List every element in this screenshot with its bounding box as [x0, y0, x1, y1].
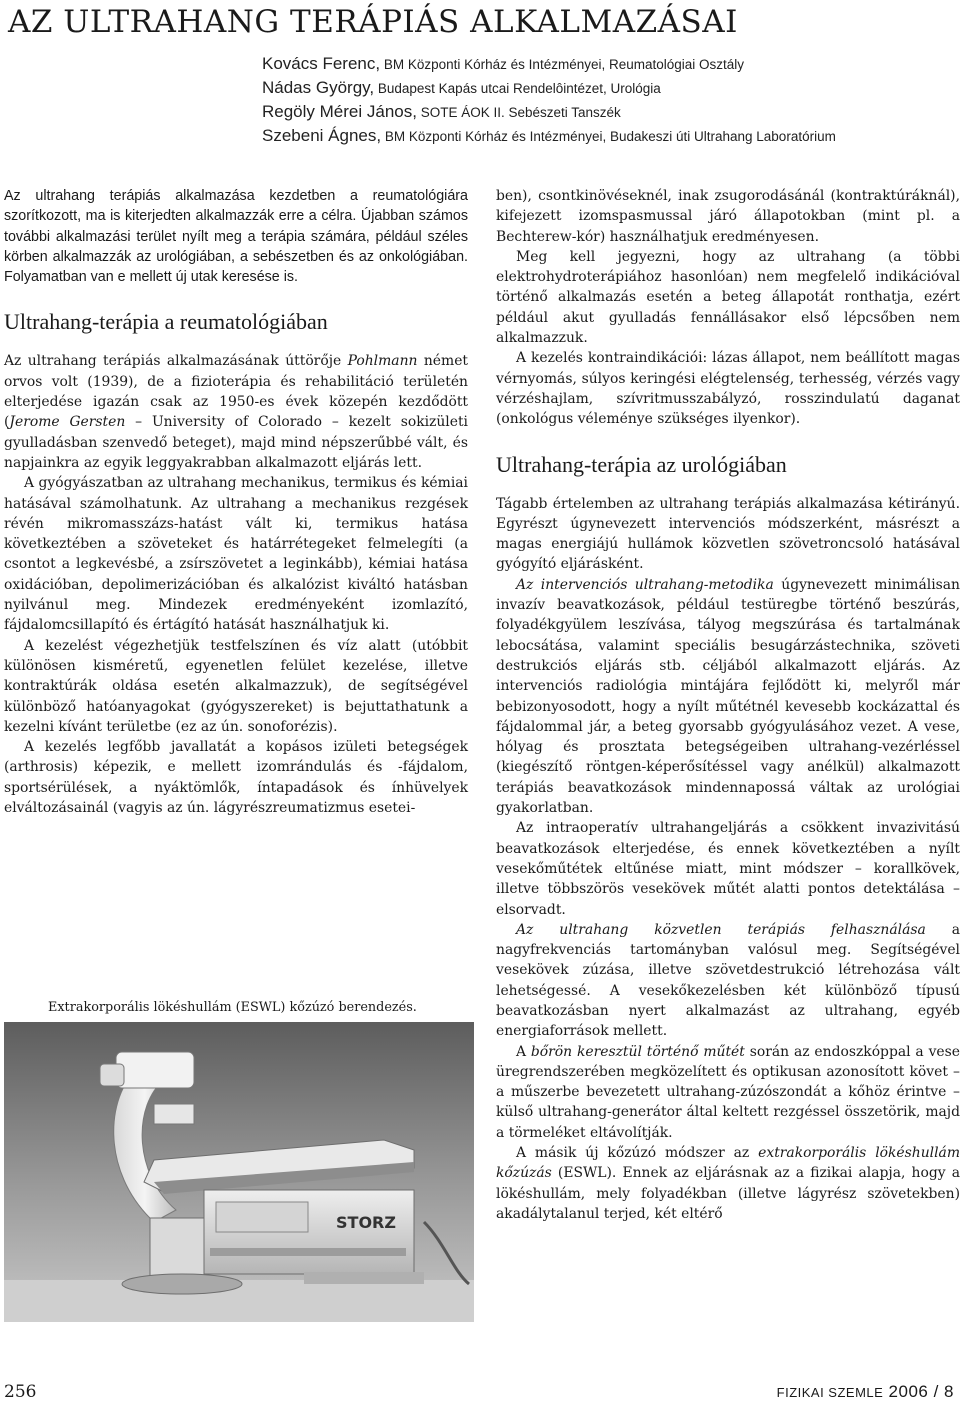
text-run: Az ultrahang terápiás alkalmazásának úttörője: [4, 353, 348, 370]
text-run: A: [516, 1043, 531, 1060]
author-line: [262, 52, 952, 76]
journal-footer: [777, 1382, 954, 1402]
author-name: Nádas György,: [262, 78, 375, 97]
author-affiliation: SOTE ÁOK II. Sebészeti Tanszék: [416, 105, 621, 120]
body-paragraph: Tágabb értelemben az ultrahang terápiás alkalmazása kétirányú. Egyrészt úgynevezett intervenciós módszerként, másrészt a magas energiájú hullámok közvetlen szövetroncsoló hatásával gyógyító eljárásként.: [496, 495, 960, 573]
body-paragraph: [496, 920, 960, 1042]
section-heading-rheumatology: Ultrahang-terápia a reumatológiában: [4, 309, 328, 335]
author-affiliation: Budapest Kapás utcai Rendelôintézet, Urológia: [374, 81, 661, 96]
text-run: során az endoszkóppal a vese üregrendszerében megközelített és optikusan azonosított követ – a műszerbe bevezetett ultrahang-zúzószondát a kőhöz érintve – külső ultrahang-generátor által keltett rezgéssel összetörik, majd a törmeléket eltávolítják.: [496, 1043, 960, 1141]
text-run: (ESWL). Ennek az eljárásnak az a fizikai alapja, hogy a lökéshullám, mely folyadékban (illetve lágyrész szövetekben) akadálytalanul terjed, két eltérő: [496, 1165, 960, 1222]
article-title: AZ ULTRAHANG TERÁPIÁS ALKALMAZÁSAI: [8, 4, 738, 40]
author-line: [262, 100, 952, 124]
text-run: német orvos volt (1939), de a fizioterápia és rehabilitáció területén elterjedése igazán csak az 1950-es évek közepén kezdődött (: [4, 353, 468, 431]
author-line: [262, 76, 952, 100]
body-paragraph: [496, 575, 960, 819]
body-paragraph: [4, 351, 468, 473]
author-line: [262, 124, 952, 148]
body-paragraph: Meg kell jegyezni, hogy az ultrahang (a többi elektrohydroterápiához hasonlóan) nem megfelelő indikációval történő alkalmazás esetén a beteg állapotát ronthatja, ezért például akut gyulladás fennállásakor első lépcsőben nem alkalmazzuk.: [496, 248, 960, 347]
eswl-device-photo: [4, 1022, 474, 1322]
italic-term: Az intervenciós ultrahang-metodika: [516, 576, 774, 593]
text-run: a nagyfrekvenciás tartományban valósul meg. Segítségével vesekövek zúzása, illetve szövetdestrukció létrehozása vált lehetségessé. A vesekőkezelésben két különböző típusú beavatkozásban nyert alkalmazást az ultrahang, egyéb energiaforrások mellett.: [496, 921, 960, 1040]
text-run: – University of Colorado – kezelt sokizületi gyulladásban szenvedő beteget), majd mind népszerűbbé vált, és napjainkra az egyik leggyakrabban alkalmazott eljárás lett.: [4, 414, 468, 471]
body-paragraph: ben), csontkinövéseknél, inak zsugorodásánál (kontraktúráknál), kifejezett izomspasmussal járó állapotokban (mint pl. a Bechterew-kór) használhatjuk eredményesen.: [496, 188, 960, 245]
author-affiliation: BM Központi Kórház és Intézményei, Budakeszi úti Ultrahang Laboratórium: [381, 129, 836, 144]
device-brand-label: STORZ: [336, 1213, 396, 1232]
italic-term: Pohlmann: [347, 353, 418, 370]
italic-term: extrakorporális lökéshullám kőzúzás: [496, 1145, 960, 1182]
figure-caption: Extrakorporális lökéshullám (ESWL) kőzúzó berendezés.: [48, 1000, 417, 1015]
body-paragraph: A kezelés legfőbb javallatát a kopásos izületi betegségek (arthrosis) képezik, e mellett izomrándulás és -fájdalom, sportsérülések, a nyáktömlők, íntapadások és ínhüvelyek elváltozásainál (vagyis az ún. lágyrészreumatizmus esetei-: [4, 739, 468, 817]
abstract-paragraph: Az ultrahang terápiás alkalmazása kezdetben a reumatológiára szorítkozott, ma is kiterjedten alkalmazzák erre a célra. Újabban számos további alkalmazási terület nyílt meg a terápia számára, például széles körben alkalmazzák az urológiában, a sebészetben és az onkológiában. Folyamatban van e mellett új utak keresése is.: [4, 188, 468, 286]
text-run: úgynevezett minimálisan invazív beavatkozások, például testüregbe történő beszúrás, folyadékgyülem leszívása, tályog megszúrása és tartalmának lebocsátása, valamint speciális besugárzástechnika, szöveti destrukciós eljárás stb. céljából alkalmazott eljárás. Az intervenciós radiológia mintájára fejlődött ki, melyről már bebizonyosodott, hogy a nyílt műtétnél kevesebb kockázattal és fájdalommal jár, a beteg gyorsabb gyógyulásához vezet. A vese, hólyag és prosztata betegségeiben ultrahang-vezérléssel (kiegészítő röntgen-képerősítéssel vagy anélkül) alkalmazott terápiás beavatkozások mindennapossá váltak az urológiai gyakorlatban.: [496, 576, 960, 817]
right-column: [496, 186, 960, 1224]
italic-term: Az ultrahang közvetlen terápiás felhasználása: [516, 921, 926, 938]
text-run: A másik új kőzúzó módszer az: [516, 1145, 759, 1162]
author-name: Szebeni Ágnes,: [262, 126, 382, 145]
italic-term: Jerome Gersten: [9, 414, 126, 431]
body-paragraph: A kezelést végezhetjük testfelszínen és víz alatt (utóbbit különösen kisméretű, egyenetlen felület kezelése, illetve kontraktúrák oldása esetén alkalmazzuk), de segítségével különböző hatóanyagokat (gyógyszereket) is bejuttathatunk a kezelni kívánt területbe (ez az ún. sonoforézis).: [4, 637, 468, 735]
left-column: [4, 186, 468, 818]
body-paragraph: Az intraoperatív ultrahangeljárás a csökkent invazivitású beavatkozások elterjedése, és ennek következtében a nyílt vesekőműtétek eltűnése miatt, mint módszer – korallkövek, illetve többszörös vesekövek műtét alatti pontos detektálása – elsorvadt.: [496, 820, 960, 918]
page-number: 256: [4, 1382, 37, 1402]
author-name: Regöly Mérei János,: [262, 102, 417, 121]
author-name: Kovács Ferenc,: [262, 54, 381, 73]
body-paragraph: [496, 1143, 960, 1224]
italic-term: bőrön keresztül történő műtét: [530, 1043, 745, 1060]
journal-issue: 2006 / 8: [883, 1382, 954, 1401]
author-list: [262, 52, 952, 148]
body-paragraph: A kezelés kontraindikációi: lázas állapot, nem beállított magas vérnyomás, súlyos keringési elégtelenség, terhesség, vérzés vagy vérzéshajlam, szívritmusszabályzó, rosszindulatú daganat (onkológus véleménye szükséges ilyenkor).: [496, 350, 960, 428]
author-affiliation: BM Központi Kórház és Intézményei, Reumatológiai Osztály: [380, 57, 745, 72]
journal-name: FIZIKAI SZEMLE: [776, 1385, 884, 1400]
body-paragraph: A gyógyászatban az ultrahang mechanikus, termikus és kémiai hatásával számolhatunk. Az ultrahang a mechanikus rezgések révén mikromasszázs-hatást vált ki, termikus hatása következtében a szöveteket és határrétegeket felmelegíti (a csontot a legkevésbé, a zsírszövetet a leginkább), kémiai hatása oxidációban, depolimerizációban és alkalózist kiváltó hatásban nyilvánul meg. Mindezek eredményeként izomlazító, fájdalomcsillapító és értágító hatását használhatjuk ki.: [4, 475, 468, 634]
body-paragraph: [496, 1042, 960, 1143]
section-heading-urology: Ultrahang-terápia az urológiában: [496, 451, 787, 477]
